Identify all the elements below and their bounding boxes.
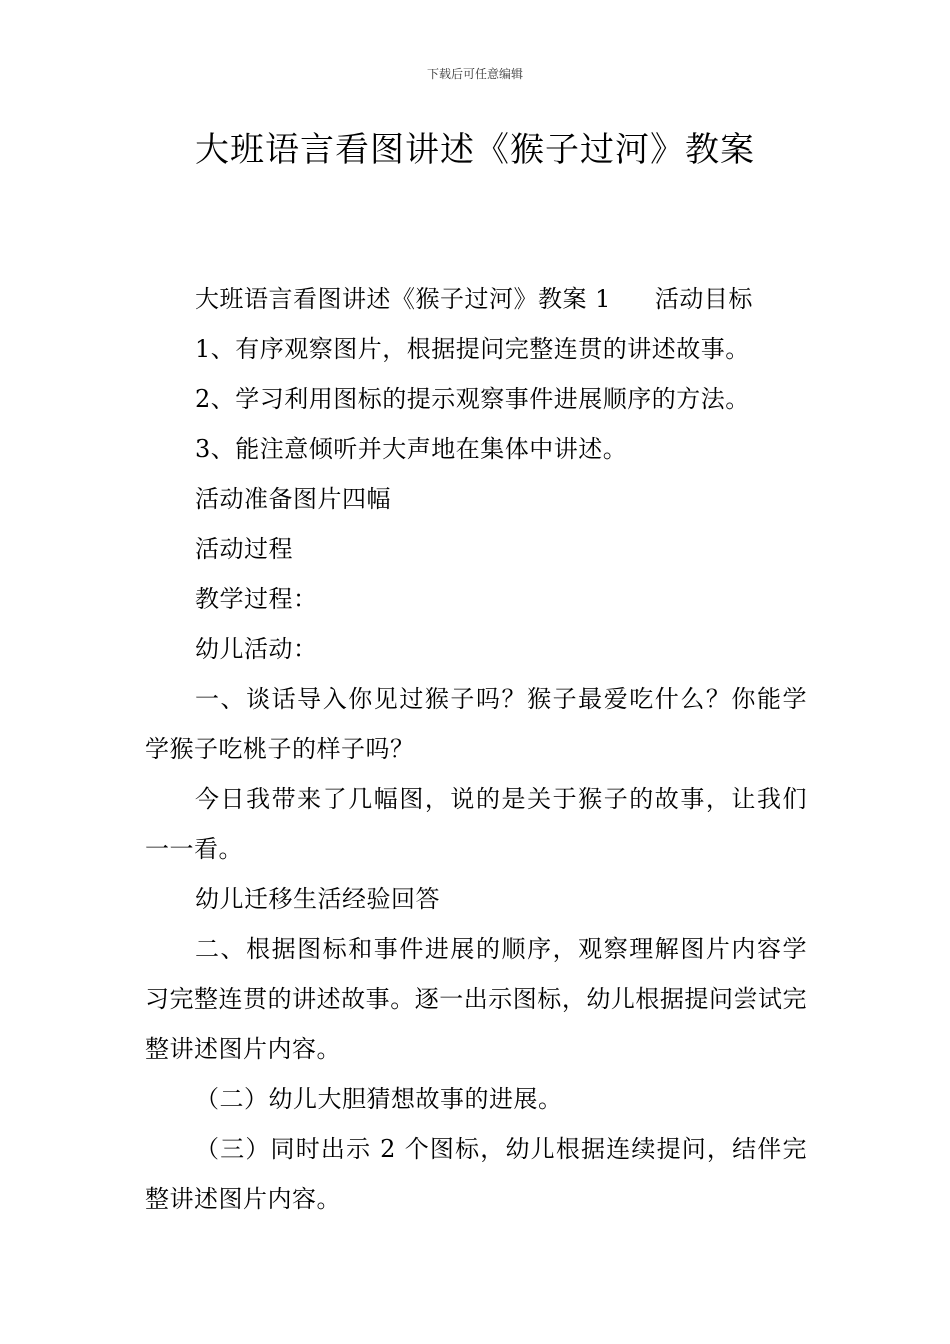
document-title: 大班语言看图讲述《猴子过河》教案	[195, 130, 755, 170]
paragraph-step-2: 二、根据图标和事件进展的顺序，观察理解图片内容学习完整连贯的讲述故事。逐一出示图标，幼儿根据提问尝试完整讲述图片内容。	[145, 935, 807, 1063]
paragraph-substep-3: （三）同时出示 2 个图标，幼儿根据连续提问，结伴完整讲述图片内容。	[145, 1135, 807, 1213]
paragraph-child-answer: 幼儿迁移生活经验回答	[195, 885, 440, 913]
document-body	[145, 274, 807, 1224]
paragraph-preparation: 活动准备图片四幅	[195, 485, 391, 513]
paragraph-goal-1: 1、有序观察图片，根据提问完整连贯的讲述故事。	[195, 335, 750, 363]
paragraph-step-1: 一、谈话导入你见过猴子吗？猴子最爱吃什么？你能学学猴子吃桃子的样子吗？	[145, 685, 807, 763]
intro-lead: 大班语言看图讲述《猴子过河》教案 1	[195, 285, 611, 313]
paragraph-story-intro: 今日我带来了几幅图，说的是关于猴子的故事，让我们一一看。	[145, 785, 807, 863]
paragraph-goal-3: 3、能注意倾听并大声地在集体中讲述。	[195, 435, 628, 463]
paragraph-process: 活动过程	[195, 535, 293, 563]
paragraph-goal-2: 2、学习利用图标的提示观察事件进展顺序的方法。	[195, 385, 750, 413]
paragraph-teaching-process: 教学过程：	[195, 585, 318, 613]
header-note: 下载后可任意编辑	[426, 67, 523, 81]
intro-heading: 活动目标	[654, 285, 753, 313]
paragraph-child-activity: 幼儿活动：	[195, 635, 318, 663]
intro-paragraph	[145, 274, 807, 324]
paragraph-substep-2: （二）幼儿大胆猜想故事的进展。	[195, 1085, 563, 1113]
